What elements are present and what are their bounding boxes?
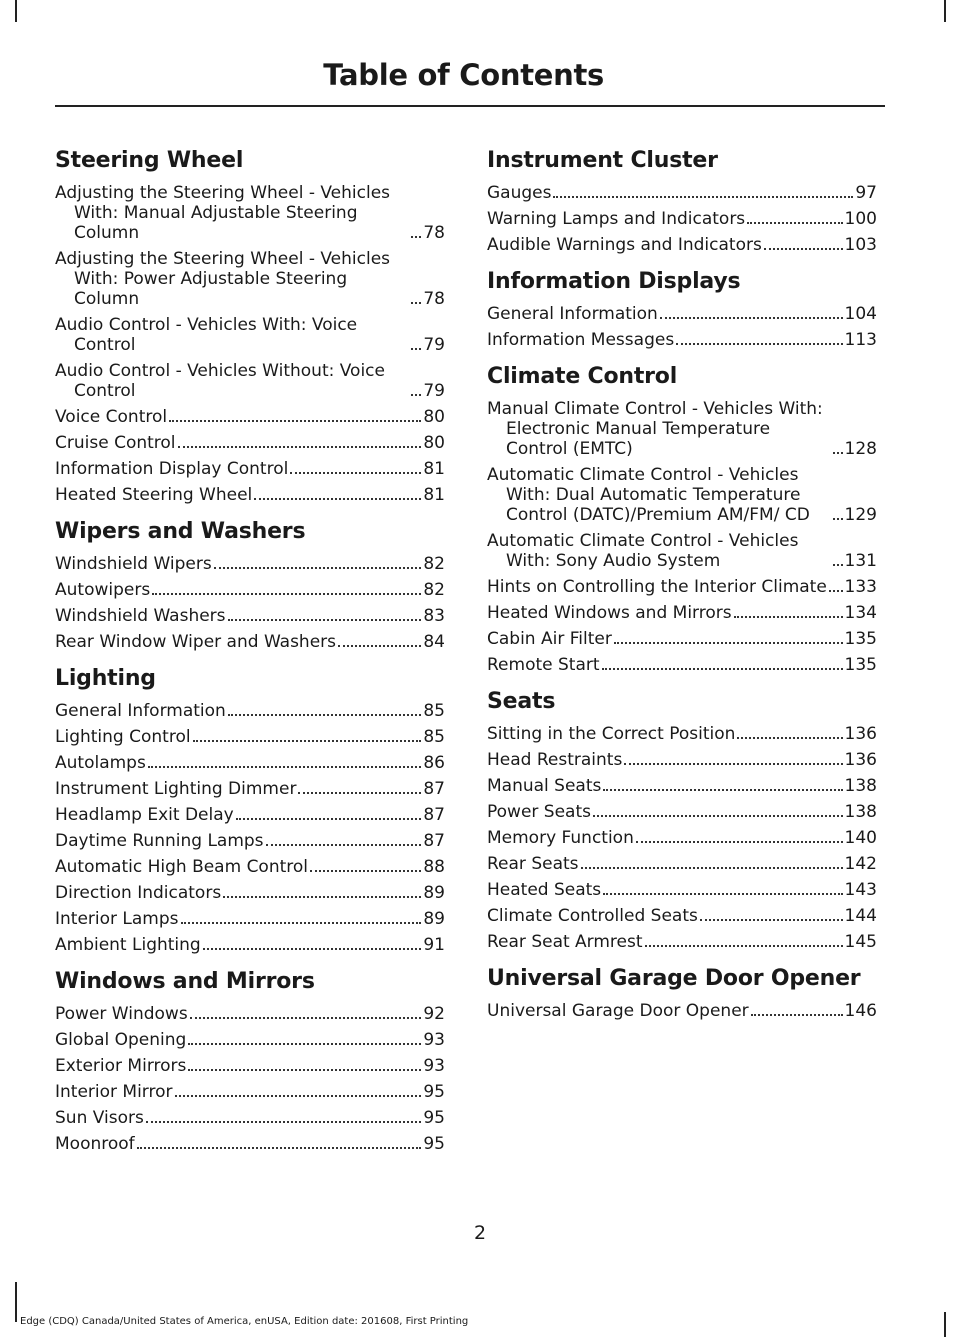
toc-entry-page: 95 (423, 1134, 445, 1154)
dot-leader (734, 616, 843, 618)
toc-entry[interactable] (55, 249, 445, 309)
dot-leader (137, 1147, 422, 1149)
toc-entry-title: Adjusting the Steering Wheel - Vehicles With: Power Adjustable Steering Column (55, 249, 391, 309)
toc-entry[interactable] (487, 854, 877, 874)
section-heading: Wipers and Washers (55, 519, 306, 544)
footer-edition-info: Edge (CDQ) Canada/United States of America, enUSA, Edition date: 201608, First Printing (20, 1316, 469, 1327)
toc-entry-page: 88 (423, 857, 445, 877)
toc-entry-page: 140 (844, 828, 877, 848)
toc-entry-title: Rear Window Wiper and Washers (55, 632, 337, 652)
toc-entry[interactable] (487, 465, 877, 525)
toc-entry-page: 78 (423, 289, 445, 309)
section-heading: Lighting (55, 666, 156, 691)
dot-leader (193, 740, 422, 742)
toc-entry[interactable] (55, 632, 445, 652)
toc-entry-title: Headlamp Exit Delay (55, 805, 234, 825)
dot-leader (660, 317, 843, 319)
toc-entry-page: 87 (423, 831, 445, 851)
toc-entry-page: 91 (423, 935, 445, 955)
toc-entry[interactable] (55, 1004, 445, 1024)
toc-entry-page: 86 (423, 753, 445, 773)
dot-leader (175, 1095, 422, 1097)
dot-leader (624, 763, 842, 765)
toc-entry-page: 142 (844, 854, 877, 874)
toc-entry-page: 135 (844, 655, 877, 675)
toc-entry-page: 95 (423, 1108, 445, 1128)
toc-entry-title: Rear Seats (487, 854, 579, 874)
dot-leader (188, 1069, 421, 1071)
toc-entry-title: Instrument Lighting Dimmer (55, 779, 297, 799)
toc-entry-page: 79 (423, 335, 445, 355)
toc-entry[interactable] (55, 753, 445, 773)
section-heading: Windows and Mirrors (55, 969, 315, 994)
toc-entry-page: 95 (423, 1082, 445, 1102)
toc-entry-page: 93 (423, 1056, 445, 1076)
toc-entry[interactable] (55, 433, 445, 453)
toc-entry-title: Lighting Control (55, 727, 191, 747)
toc-entry-title: Remote Start (487, 655, 600, 675)
toc-entry-page: 145 (844, 932, 877, 952)
dot-leader (833, 518, 843, 520)
section-heading: Instrument Cluster (487, 148, 718, 173)
toc-entry-title: Autowipers (55, 580, 151, 600)
dot-leader (178, 446, 422, 448)
toc-entry-page: 103 (844, 235, 877, 255)
dot-leader (214, 567, 422, 569)
dot-leader (152, 593, 421, 595)
toc-entry-page: 133 (844, 577, 877, 597)
toc-entry-page: 93 (423, 1030, 445, 1050)
toc-entry[interactable] (487, 750, 877, 770)
toc-entry[interactable] (487, 183, 877, 203)
dot-leader (188, 1043, 421, 1045)
toc-section (487, 269, 877, 350)
toc-entry[interactable] (55, 831, 445, 851)
crop-mark-bottom-right (944, 1312, 946, 1337)
section-heading: Seats (487, 689, 556, 714)
toc-entry-title: Automatic Climate Control - Vehicles With: Sony Audio System (487, 531, 799, 571)
toc-entry-title: Ambient Lighting (55, 935, 201, 955)
toc-entry[interactable] (55, 485, 445, 505)
toc-entry[interactable] (55, 857, 445, 877)
dot-leader (614, 642, 843, 644)
toc-entry-title: Sitting in the Correct Position (487, 724, 736, 744)
dot-leader (228, 714, 422, 716)
dot-leader (833, 452, 843, 454)
toc-entry-page: 80 (423, 407, 445, 427)
dot-leader (181, 922, 422, 924)
dot-leader (764, 248, 843, 250)
toc-entry-page: 134 (844, 603, 877, 623)
toc-entry-page: 104 (844, 304, 877, 324)
crop-mark-bottom-left (15, 1282, 17, 1322)
toc-entry-page: 136 (844, 724, 877, 744)
toc-section (487, 364, 877, 675)
toc-entry[interactable] (487, 655, 877, 675)
toc-entry[interactable] (487, 304, 877, 324)
toc-entry[interactable] (487, 802, 877, 822)
dot-leader (833, 564, 843, 566)
crop-mark-top-right (944, 0, 946, 22)
toc-entry-title: Audible Warnings and Indicators (487, 235, 762, 255)
toc-entry-title: General Information (55, 701, 226, 721)
toc-entry-page: 92 (423, 1004, 445, 1024)
toc-entry-page: 138 (844, 802, 877, 822)
dot-leader (190, 1017, 422, 1019)
toc-entry-title: Autolamps (55, 753, 146, 773)
toc-entry[interactable] (487, 828, 877, 848)
toc-entry-page: 83 (423, 606, 445, 626)
toc-entry-title: Windshield Washers (55, 606, 226, 626)
toc-entry[interactable] (55, 580, 445, 600)
dot-leader (553, 196, 853, 198)
dot-leader (593, 815, 843, 817)
toc-entry[interactable] (487, 577, 877, 597)
toc-entry[interactable] (55, 315, 445, 355)
toc-entry-page: 143 (844, 880, 877, 900)
toc-entry[interactable] (55, 459, 445, 479)
toc-entry-page: 80 (423, 433, 445, 453)
dot-leader (747, 222, 842, 224)
toc-entry-title: Audio Control - Vehicles With: Voice Control (55, 315, 358, 355)
toc-entry-page: 136 (844, 750, 877, 770)
dot-leader (203, 948, 422, 950)
dot-leader (636, 841, 843, 843)
dot-leader (603, 789, 842, 791)
toc-section (55, 969, 445, 1154)
toc-entry-title: Audio Control - Vehicles Without: Voice Control (55, 361, 385, 401)
toc-entry[interactable] (55, 805, 445, 825)
section-heading: Universal Garage Door Opener (487, 966, 861, 991)
toc-section (55, 519, 445, 652)
page-title: Table of Contents (323, 58, 604, 92)
toc-entry-title: Manual Climate Control - Vehicles With: Electronic Manual Temperature Control (EMTC) (487, 399, 823, 459)
toc-section (55, 666, 445, 955)
toc-entry[interactable] (55, 1056, 445, 1076)
toc-entry-page: 85 (423, 727, 445, 747)
toc-entry-title: Cabin Air Filter (487, 629, 612, 649)
toc-section (487, 148, 877, 255)
toc-section (487, 966, 877, 1021)
toc-entry-title: Power Seats (487, 802, 591, 822)
toc-entry-title: Automatic Climate Control - Vehicles With: Dual Automatic Temperature Control (DATC)/Premium AM/FM/ CD (487, 465, 810, 525)
toc-entry-title: Adjusting the Steering Wheel - Vehicles With: Manual Adjustable Steering Column (55, 183, 391, 243)
toc-entry-title: Automatic High Beam Control (55, 857, 309, 877)
toc-entry-title: Power Windows (55, 1004, 188, 1024)
toc-entry-page: 81 (423, 459, 445, 479)
section-heading: Information Displays (487, 269, 741, 294)
toc-entry-title: Heated Seats (487, 880, 602, 900)
toc-entry[interactable] (487, 880, 877, 900)
toc-entry-page: 79 (423, 381, 445, 401)
dot-leader (310, 870, 421, 872)
toc-entry[interactable] (55, 883, 445, 903)
dot-leader (645, 945, 843, 947)
toc-entry-page: 100 (844, 209, 877, 229)
toc-entry-page: 135 (844, 629, 877, 649)
toc-entry-title: Climate Controlled Seats (487, 906, 698, 926)
toc-entry[interactable] (55, 779, 445, 799)
dot-leader (751, 1014, 843, 1016)
toc-entry[interactable] (55, 935, 445, 955)
toc-entry[interactable] (55, 1082, 445, 1102)
toc-entry[interactable] (487, 906, 877, 926)
toc-entry-title: Head Restraints (487, 750, 623, 770)
toc-entry[interactable] (55, 361, 445, 401)
toc-entry[interactable] (55, 407, 445, 427)
toc-entry-title: Hints on Controlling the Interior Climate (487, 577, 827, 597)
header-divider (55, 105, 885, 107)
toc-entry-title: Manual Seats (487, 776, 602, 796)
toc-entry-page: 138 (844, 776, 877, 796)
toc-entry-page: 144 (844, 906, 877, 926)
toc-entry-title: Gauges (487, 183, 552, 203)
dot-leader (700, 919, 843, 921)
toc-entry-title: General Information (487, 304, 658, 324)
toc-entry-title: Rear Seat Armrest (487, 932, 643, 952)
dot-leader (411, 302, 421, 304)
dot-leader (169, 420, 421, 422)
toc-entry[interactable] (55, 1030, 445, 1050)
toc-entry-page: 97 (855, 183, 877, 203)
toc-entry[interactable] (487, 330, 877, 350)
toc-section (487, 689, 877, 952)
toc-entry-page: 81 (423, 485, 445, 505)
toc-entry-title: Direction Indicators (55, 883, 222, 903)
dot-leader (298, 792, 421, 794)
section-heading: Climate Control (487, 364, 678, 389)
toc-entry[interactable] (55, 183, 445, 243)
toc-entry-page: 85 (423, 701, 445, 721)
toc-entry-page: 131 (844, 551, 877, 571)
toc-entry-title: Interior Mirror (55, 1082, 173, 1102)
toc-right-column (487, 140, 877, 1035)
dot-leader (602, 668, 843, 670)
toc-entry-page: 78 (423, 223, 445, 243)
toc-entry-title: Sun Visors (55, 1108, 144, 1128)
toc-entry[interactable] (487, 531, 877, 571)
toc-entry[interactable] (487, 724, 877, 744)
toc-entry-title: Voice Control (55, 407, 168, 427)
toc-entry[interactable] (487, 932, 877, 952)
toc-entry-title: Windshield Wipers (55, 554, 212, 574)
toc-entry-page: 82 (423, 554, 445, 574)
toc-entry[interactable] (487, 399, 877, 459)
dot-leader (411, 348, 421, 350)
toc-entry-title: Information Display Control (55, 459, 289, 479)
crop-mark-top-left (15, 0, 17, 22)
section-heading: Steering Wheel (55, 148, 244, 173)
toc-entry[interactable] (487, 603, 877, 623)
toc-entry-page: 82 (423, 580, 445, 600)
toc-entry[interactable] (487, 209, 877, 229)
toc-entry[interactable] (55, 909, 445, 929)
toc-entry[interactable] (487, 776, 877, 796)
toc-entry-title: Daytime Running Lamps (55, 831, 264, 851)
dot-leader (148, 766, 422, 768)
toc-entry[interactable] (487, 629, 877, 649)
toc-entry-title: Warning Lamps and Indicators (487, 209, 746, 229)
toc-entry[interactable] (55, 1134, 445, 1154)
dot-leader (290, 472, 421, 474)
toc-entry-page: 89 (423, 883, 445, 903)
toc-entry-page: 129 (844, 505, 877, 525)
dot-leader (228, 619, 422, 621)
toc-entry-title: Universal Garage Door Opener (487, 1001, 749, 1021)
toc-entry[interactable] (487, 235, 877, 255)
toc-entry[interactable] (487, 1001, 877, 1021)
toc-entry[interactable] (55, 554, 445, 574)
dot-leader (266, 844, 422, 846)
dot-leader (223, 896, 421, 898)
toc-entry-title: Global Opening (55, 1030, 187, 1050)
toc-entry-title: Heated Steering Wheel (55, 485, 253, 505)
toc-entry[interactable] (55, 701, 445, 721)
toc-entry[interactable] (55, 727, 445, 747)
toc-entry-page: 84 (423, 632, 445, 652)
toc-entry-page: 87 (423, 805, 445, 825)
toc-entry-title: Interior Lamps (55, 909, 179, 929)
dot-leader (603, 893, 842, 895)
dot-leader (146, 1121, 422, 1123)
toc-entry-title: Memory Function (487, 828, 634, 848)
dot-leader (676, 343, 842, 345)
page-number: 2 (473, 1222, 487, 1244)
toc-section (55, 148, 445, 505)
dot-leader (411, 236, 421, 238)
toc-entry-page: 89 (423, 909, 445, 929)
toc-entry-page: 128 (844, 439, 877, 459)
toc-entry[interactable] (55, 606, 445, 626)
dot-leader (829, 590, 843, 592)
toc-entry-title: Cruise Control (55, 433, 176, 453)
dot-leader (236, 818, 422, 820)
toc-entry-title: Information Messages (487, 330, 675, 350)
dot-leader (338, 645, 421, 647)
dot-leader (581, 867, 843, 869)
toc-entry-title: Moonroof (55, 1134, 135, 1154)
toc-entry-page: 113 (844, 330, 877, 350)
dot-leader (254, 498, 421, 500)
toc-entry-page: 146 (844, 1001, 877, 1021)
toc-left-column (55, 140, 445, 1168)
toc-entry-title: Heated Windows and Mirrors (487, 603, 732, 623)
dot-leader (411, 394, 421, 396)
toc-entry[interactable] (55, 1108, 445, 1128)
toc-entry-page: 87 (423, 779, 445, 799)
dot-leader (737, 737, 842, 739)
toc-entry-title: Exterior Mirrors (55, 1056, 187, 1076)
